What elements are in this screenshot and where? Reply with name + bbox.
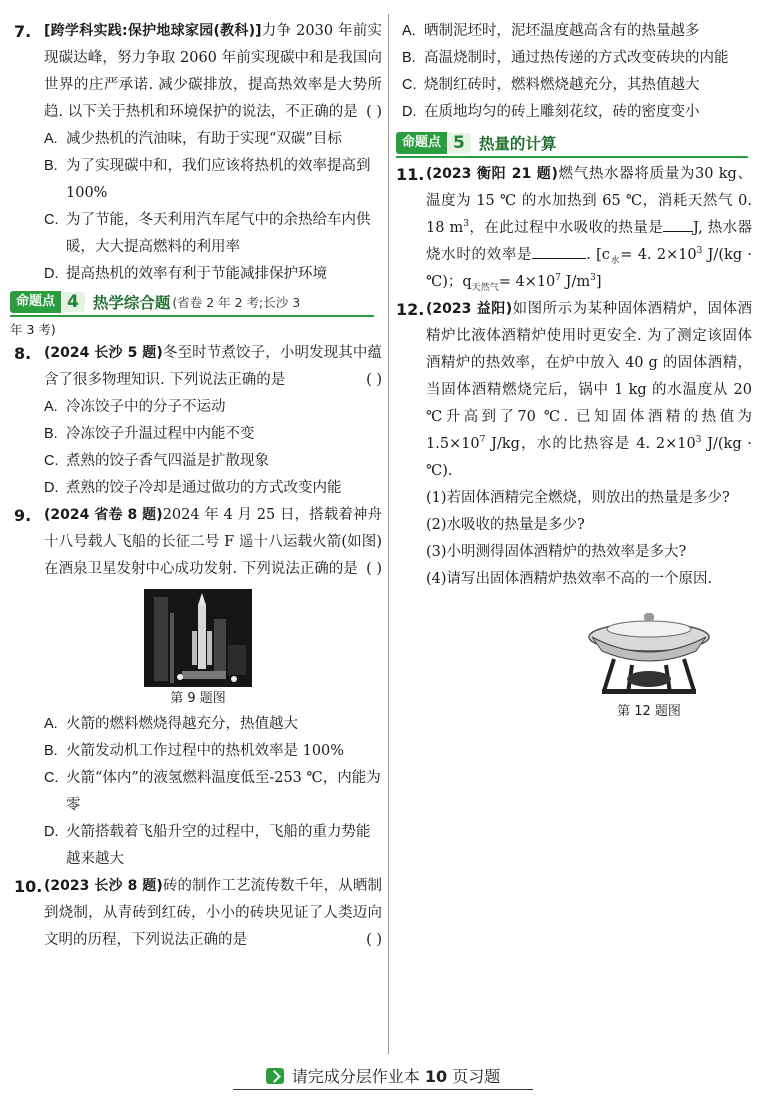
section-note-continued: 年 3 考) <box>10 322 56 337</box>
option-a[interactable]: A. 减少热机的汽油味，有助于实现“双碳”目标 <box>44 131 342 147</box>
option-d[interactable]: D. 提高热机的效率有利于节能减排保护环境 <box>44 266 327 282</box>
question-source: (2023 益阳) <box>426 301 513 317</box>
option-b[interactable]: B. 冷冻饺子升温过程中内能不变 <box>44 426 255 442</box>
option-a[interactable]: A. 晒制泥坯时，泥坯温度越高含有的热量越多 <box>402 23 700 39</box>
question-stem: (2024 长沙 5 题)冬至时节煮饺子，小明发现其中蕴含了很多物理知识. 下列说法正确的是 ( ) <box>44 340 382 394</box>
alcohol-stove-pot-illustration <box>584 607 714 699</box>
question-number: 8. <box>14 344 32 363</box>
footer-page-number: 10 <box>424 1067 448 1086</box>
figure-caption: 第 12 题图 <box>617 704 681 719</box>
option-b[interactable]: B. 为了实现碳中和，我们应该将热机的效率提高到 100% <box>44 158 371 201</box>
question-source: (2024 省卷 8 题) <box>44 507 163 523</box>
section-tag: 命题点 <box>10 291 61 313</box>
question-10-options <box>396 18 752 126</box>
section-title: 热量的计算 <box>478 135 557 153</box>
option-a[interactable]: A. 冷冻饺子中的分子不运动 <box>44 399 226 415</box>
question-stem: (2024 省卷 8 题)2024 年 4 月 25 日，搭载着神舟十八号载人飞船的长征二号 F 遥十八运载火箭(如图)在酒泉卫星发射中心成功发射. 下列说法正确的是 ( ) <box>44 502 382 583</box>
question-7 <box>14 18 382 288</box>
question-stem: (2023 长沙 8 题)砖的制作工艺流传数千年，从晒制到烧制，从青砖到红砖，小小的砖块见证了人类迈向文明的历程，下列说法正确的是 ( ) <box>44 873 382 954</box>
question-12 <box>396 296 752 725</box>
question-source: (2024 长沙 5 题) <box>44 345 163 361</box>
option-c[interactable]: C. 火箭“体内”的液氢燃料温度低至-253 ℃，内能为零 <box>44 770 381 813</box>
question-10 <box>14 873 382 954</box>
question-number: 10. <box>14 877 43 896</box>
footer: 请完成分层作业本 10 页习题 <box>0 1064 766 1090</box>
answer-paren: ( ) <box>366 372 382 388</box>
section-title: 热学综合题 <box>92 294 171 312</box>
question-source: (2023 衡阳 21 题) <box>426 166 558 182</box>
option-b[interactable]: B. 高温烧制时，通过热传递的方式改变砖块的内能 <box>402 50 729 66</box>
question-source: [跨学科实践:保护地球家园(教科)] <box>44 23 262 39</box>
question-9 <box>14 502 382 873</box>
option-b[interactable]: B. 火箭发动机工作过程中的热机效率是 100% <box>44 743 345 759</box>
question-number: 9. <box>14 506 32 525</box>
footer-underline <box>233 1089 533 1090</box>
answer-paren: ( ) <box>366 561 382 577</box>
section-tag: 命题点 <box>396 132 447 154</box>
rocket-launch-photo <box>144 589 252 687</box>
sub-question-2: (2)水吸收的热量是多少? <box>426 517 585 533</box>
question-stem: [跨学科实践:保护地球家园(教科)]力争 2030 年前实现碳达峰，努力争取 2060 年前实现碳中和是我国向世界的庄严承诺. 减少碳排放，提高热效率是大势所趋. 以下关于热机和环境保护的说法，不正确的是 ( ) <box>44 18 382 126</box>
section-number: 4 <box>61 292 85 312</box>
answer-paren: ( ) <box>366 932 382 948</box>
option-c[interactable]: C. 煮熟的饺子香气四溢是扩散现象 <box>44 453 269 469</box>
left-column <box>10 18 383 954</box>
section-header-5 <box>396 132 752 154</box>
section-header-4 <box>10 291 382 313</box>
sub-question-3: (3)小明测得固体酒精炉的热效率是多大? <box>426 544 687 560</box>
question-number: 11. <box>396 165 425 184</box>
figure-12 <box>396 607 752 725</box>
right-column <box>396 18 752 725</box>
sub-question-4: (4)请写出固体酒精炉热效率不高的一个原因. <box>426 571 713 587</box>
question-stem: (2023 衡阳 21 题)燃气热水器将质量为30 kg、温度为 15 ℃ 的水加热到 65 ℃，消耗天然气 0. 18 $m^3$，在此过程中水吸收的热量是 J, 热水器烧水时的效率是 . [$c_水= 4$. $2\times 10^3$ J/(kg · ℃)；$q_{天然气}= 4\times 10^7$ $J/m^3$] <box>426 166 753 293</box>
arrow-icon <box>266 1068 284 1084</box>
option-d[interactable]: D. 煮熟的饺子冷却是通过做功的方式改变内能 <box>44 480 342 496</box>
figure-caption: 第 9 题图 <box>170 691 226 706</box>
option-d[interactable]: D. 在质地均匀的砖上雕刻花纹，砖的密度变小 <box>402 104 700 120</box>
section-note: (省卷 2 年 2 考;长沙 3 <box>172 295 301 310</box>
question-number: 7. <box>14 22 32 41</box>
question-number: 12. <box>396 300 425 319</box>
option-c[interactable]: C. 为了节能，冬天利用汽车尾气中的余热给车内供暖，大大提高燃料的利用率 <box>44 212 371 255</box>
question-stem: (2023 益阳)如图所示为某种固体酒精炉，固体酒精炉比液体酒精炉使用时更安全. 为了测定该固体酒精炉的热效率，在炉中放入 40 g 的固体酒精，当固体酒精燃烧完后，锅中 1 kg 的水温度从 20 ℃升高到了70 ℃. 已知固体酒精的热值为 $1.5\times 10^7$ J/kg，水的比热容是 4. $2\times 10^3$ J/(kg · ℃). <box>426 301 753 479</box>
option-c[interactable]: C. 烧制红砖时，燃料燃烧越充分，其热值越大 <box>402 77 700 93</box>
column-divider <box>388 14 389 1054</box>
answer-blank-efficiency[interactable] <box>532 258 586 259</box>
figure-9 <box>14 589 382 711</box>
section-underline <box>10 315 374 317</box>
question-11 <box>396 161 752 296</box>
section-underline <box>396 156 748 158</box>
section-number: 5 <box>447 133 471 153</box>
option-d[interactable]: D. 火箭搭载着飞船升空的过程中，飞船的重力势能越来越大 <box>44 824 371 867</box>
question-source: (2023 长沙 8 题) <box>44 878 163 894</box>
answer-blank-heat[interactable] <box>663 231 693 232</box>
sub-question-1: (1)若固体酒精完全燃烧，则放出的热量是多少? <box>426 490 730 506</box>
option-a[interactable]: A. 火箭的燃料燃烧得越充分，热值越大 <box>44 716 298 732</box>
question-8 <box>14 340 382 502</box>
answer-paren: ( ) <box>366 104 382 120</box>
